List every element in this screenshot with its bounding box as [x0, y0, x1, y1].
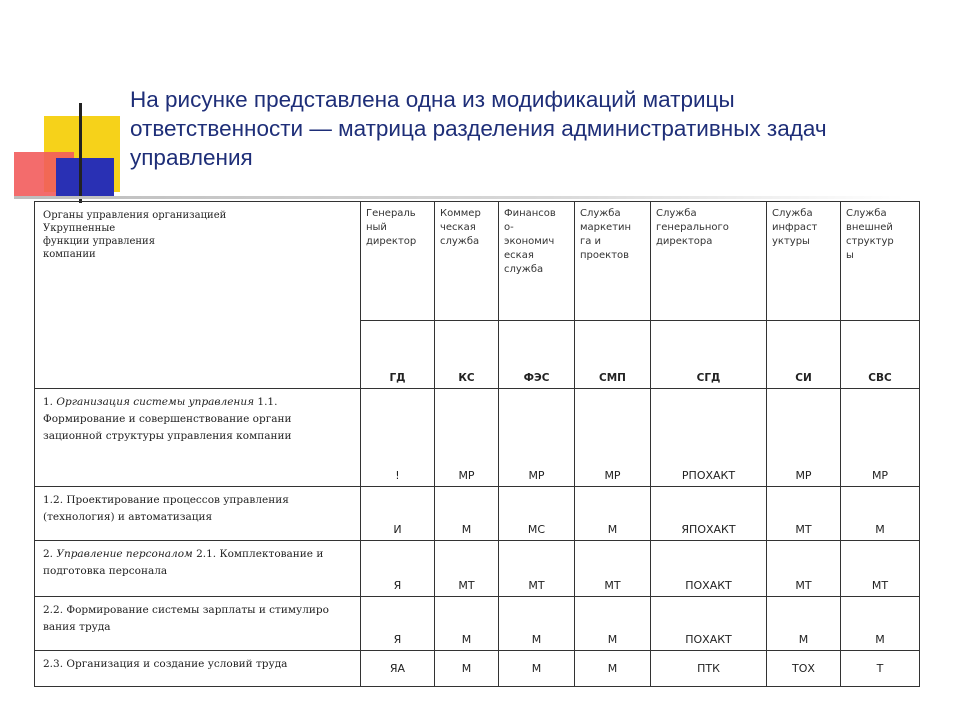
matrix-cell: ЯА: [361, 651, 435, 687]
task-cell: [35, 651, 361, 687]
column-header-line: экономич: [504, 236, 555, 247]
matrix-cell: МТ: [499, 541, 575, 597]
matrix-cell: ПОХАКТ: [651, 541, 767, 597]
decor-blue-square: [56, 158, 114, 198]
column-header-line: директора: [656, 236, 713, 247]
task-text: 2.1. Комплектование и подготовка персонала: [43, 548, 324, 577]
matrix-cell: М: [435, 651, 499, 687]
column-header-line: о-: [504, 222, 514, 233]
column-abbr: СГД: [651, 321, 767, 389]
matrix-cell: МР: [767, 389, 841, 487]
task-group-title: Организация системы управления: [56, 396, 255, 408]
column-header-line: еская: [504, 250, 534, 261]
matrix-cell: М: [435, 597, 499, 651]
column-header-si: [767, 202, 841, 321]
column-header-line: служба: [504, 264, 544, 275]
task-text: 2.2. Формирование системы зарплаты и стимулиро вания труда: [43, 604, 329, 633]
column-header-line: Финансов: [504, 208, 556, 219]
matrix-cell: МТ: [767, 487, 841, 541]
column-header-line: маркетин: [580, 222, 632, 233]
table-row: [35, 487, 920, 541]
column-header-sgd: [651, 202, 767, 321]
column-abbr: ФЭС: [499, 321, 575, 389]
column-header-line: ный: [366, 222, 387, 233]
task-cell: [35, 389, 361, 487]
matrix-cell: М: [499, 597, 575, 651]
task-text: 1.2. Проектирование процессов управления (технология) и автоматизация: [43, 494, 289, 523]
matrix-cell: МР: [575, 389, 651, 487]
column-header-line: ы: [846, 250, 854, 261]
column-header-line: инфраст: [772, 222, 818, 233]
matrix-cell: МР: [841, 389, 920, 487]
header-names-row: [35, 202, 920, 321]
column-header-fes: [499, 202, 575, 321]
matrix-cell: ПТК: [651, 651, 767, 687]
column-header-smp: [575, 202, 651, 321]
column-header-line: Служба: [846, 208, 887, 219]
column-header-line: уктуры: [772, 236, 810, 247]
slide-title: На рисунке представлена одна из модификаций матрицы ответственности — матрица разделения административных задач управления: [130, 87, 827, 170]
matrix-cell: МТ: [435, 541, 499, 597]
matrix-cell: МР: [499, 389, 575, 487]
matrix-cell: Т: [841, 651, 920, 687]
matrix-cell: МТ: [575, 541, 651, 597]
task-group-title: Управление персоналом: [56, 548, 193, 560]
matrix-cell: ЯПОХАКТ: [651, 487, 767, 541]
matrix-cell: Я: [361, 541, 435, 597]
task-text: 2.3. Организация и создание условий труда: [43, 658, 288, 670]
column-abbr: СВС: [841, 321, 920, 389]
column-header-line: Служба: [580, 208, 621, 219]
matrix-cell: М: [841, 487, 920, 541]
row-header-line: Органы управления организацией: [43, 210, 227, 221]
matrix-cell: М: [575, 487, 651, 541]
task-prefix: 2.: [43, 548, 57, 560]
column-header-line: Генераль: [366, 208, 416, 219]
row-header-line: Укрупненные: [43, 223, 116, 234]
task-cell: [35, 541, 361, 597]
column-header-line: директор: [366, 236, 417, 247]
matrix-cell: !: [361, 389, 435, 487]
table-row: [35, 389, 920, 487]
task-prefix: 1.: [43, 396, 57, 408]
column-header-line: Коммер: [440, 208, 481, 219]
column-header-gd: [361, 202, 435, 321]
matrix-cell: МТ: [841, 541, 920, 597]
column-header-svs: [841, 202, 920, 321]
column-abbr: СИ: [767, 321, 841, 389]
row-header-cell: [35, 202, 361, 389]
matrix-cell: И: [361, 487, 435, 541]
column-abbr: КС: [435, 321, 499, 389]
column-abbr: ГД: [361, 321, 435, 389]
matrix-cell: М: [435, 487, 499, 541]
column-header-line: Служба: [772, 208, 813, 219]
matrix-cell: Я: [361, 597, 435, 651]
matrix-cell: М: [575, 597, 651, 651]
row-header-line: функции управления: [43, 236, 156, 247]
task-cell: [35, 597, 361, 651]
decor-horizontal-line: [14, 196, 904, 199]
matrix-cell: МТ: [767, 541, 841, 597]
decor-vertical-line: [79, 103, 82, 203]
matrix-cell: М: [499, 651, 575, 687]
column-header-ks: [435, 202, 499, 321]
responsibility-matrix-table: [34, 201, 920, 687]
matrix-cell: М: [767, 597, 841, 651]
matrix-cell: М: [575, 651, 651, 687]
column-header-line: Служба: [656, 208, 697, 219]
column-header-line: структур: [846, 236, 894, 247]
matrix-cell: РПОХАКТ: [651, 389, 767, 487]
table-row: [35, 597, 920, 651]
column-abbr: СМП: [575, 321, 651, 389]
matrix-cell: МС: [499, 487, 575, 541]
matrix-cell: М: [841, 597, 920, 651]
matrix-cell: ТОХ: [767, 651, 841, 687]
matrix-cell: МР: [435, 389, 499, 487]
column-header-line: генерального: [656, 222, 729, 233]
task-cell: [35, 487, 361, 541]
task-text: 1.1. Формирование и совершенствование органи зационной структуры управления компании: [43, 396, 292, 442]
column-header-line: служба: [440, 236, 480, 247]
row-header-line: компании: [43, 249, 96, 260]
table-row: [35, 651, 920, 687]
column-header-line: ческая: [440, 222, 476, 233]
column-header-line: га и: [580, 236, 602, 247]
matrix-cell: ПОХАКТ: [651, 597, 767, 651]
column-header-line: внешней: [846, 222, 893, 233]
column-header-line: проектов: [580, 250, 630, 261]
table-row: [35, 541, 920, 597]
